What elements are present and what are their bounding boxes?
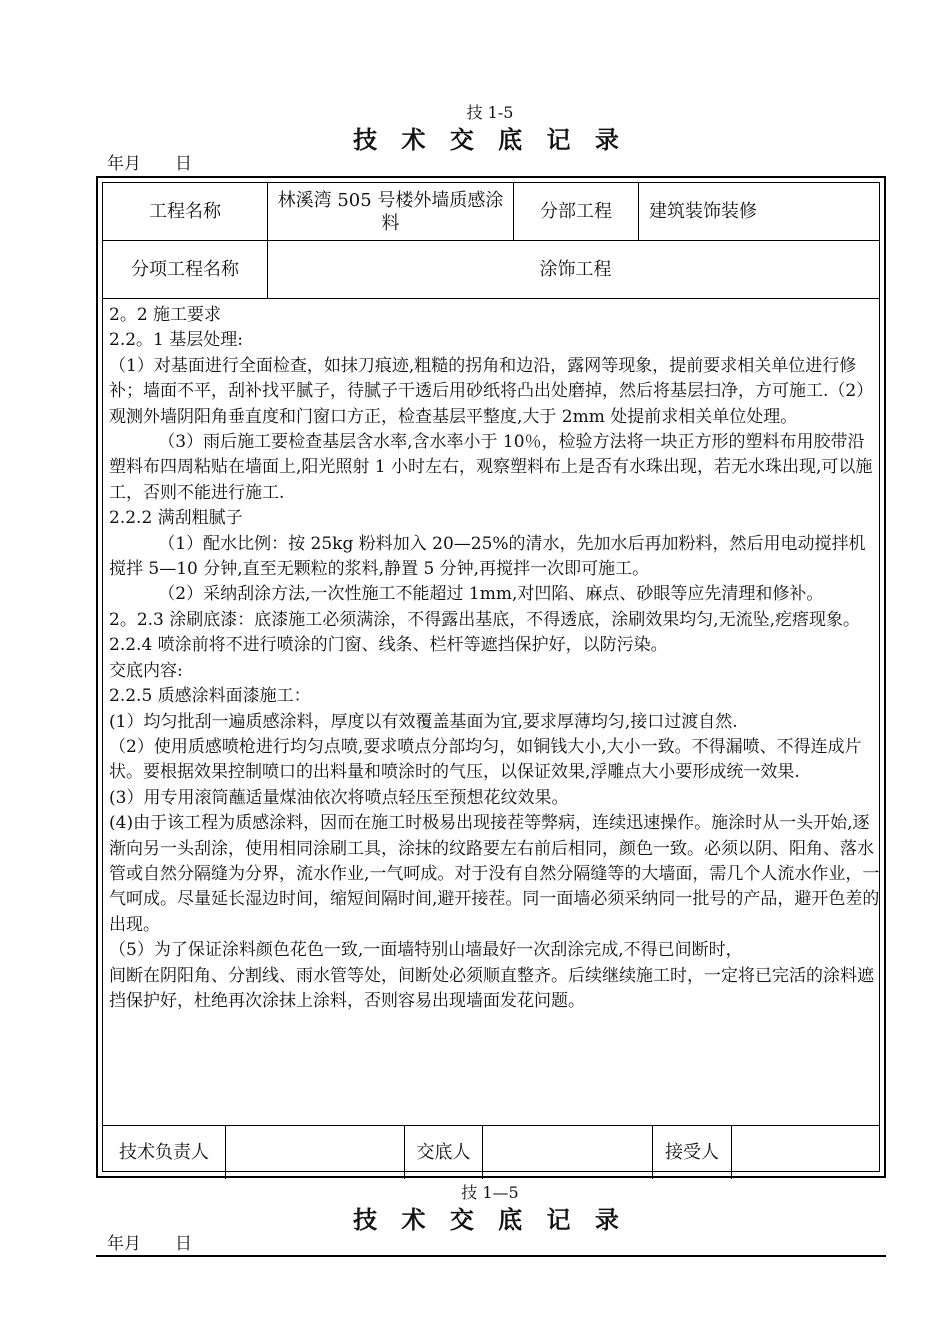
tech-lead-value[interactable] [226,1126,404,1179]
content-paragraph: 2.2.2 满刮粗腻子 [109,508,243,529]
sub-item-value: 涂饰工程 [539,259,612,280]
content-paragraph: （1）对基面进行全面检查，如抹刀痕迹,粗糙的拐角和边沿，露网等现象，提前要求相关单位进行修补；墙面不平，刮补找平腻子，待腻子干透后用砂纸将凸出处磨掉，然后将基层扫净，方可施工.（2）观测外墙阴阳角垂直度和门窗口方正，检查基层平整度,大于 2mm 处提前求相关单位处理。 [109,355,874,427]
content-paragraph: 2.2。1 基层处理: [109,330,243,351]
content-paragraph: （2）采纳刮涂方法,一次性施工不能超过 1mm,对凹陷、麻点、砂眼等应先清理和修补。 [158,584,824,605]
division-value: 建筑装饰装修 [649,201,757,222]
divider [731,1126,732,1179]
content-paragraph: 2。2 施工要求 [109,305,222,325]
form-code: 技 1—5 [461,1183,519,1202]
sub-item-label: 分项工程名称 [131,259,239,280]
divider [103,298,879,299]
content-paragraph: (3）用专用滚筒蘸适量煤油依次将喷点轻压至预想花纹效果。 [109,787,569,808]
content-paragraph: (4)由于该工程为质感涂料，因而在施工时极易出现接茬等弊病，连续迅速操作。施涂时从一头开始,逐渐向另一头刮涂，使用相同涂刷工具，涂抹的纹路要左右前后相同，颜色一致。必须以阴、阳角、落水管或自然分隔缝为分界，流水作业,一气呵成。对于没有自然分隔缝等的大墙面，需几个人流水作业，一气呵成。尽量延长湿边时间，缩短间隔时间,避开接茬。同一面墙必须采纳同一批号的产品，避开色差的出现。 [109,813,880,935]
divider [513,183,514,240]
content-paragraph: （2）使用质感喷枪进行均匀点喷,要求喷点分部均匀，如铜钱大小,大小一致。不得漏喷、不得连成片状。要根据效果控制喷口的出料量和喷涂时的气压，以保证效果,浮雕点大小要形成统一效果. [109,736,862,783]
receiver-value[interactable] [732,1126,883,1179]
content-paragraph: (1）均匀批刮一遍质感涂料，厚度以有效覆盖基面为宜,要求厚薄均匀,接口过渡自然. [109,711,738,732]
project-name-value: 林溪湾 505 号楼外墙质感涂料 [277,189,504,234]
divider [267,241,268,298]
table-top-border [96,1255,886,1257]
date-line: 年月 日 [107,154,192,174]
content-paragraph: （3）雨后施工要检查基层含水率,含水率小于 10％，检验方法将一块正方形的塑料布用胶带沿塑料布四周粘贴在墙面上,阳光照射 1 小时左右，观察塑料布上是否有水珠出现，若无水珠出现,可以施工，否则不能进行施工. [109,432,873,503]
content-paragraph: 间断在阴阳角、分割线、雨水管等处，间断处必须顺直整齐。后续继续施工时，一定将已完活的涂料遮挡保护好，杜绝再次涂抹上涂料，否则容易出现墙面发花问题。 [109,965,874,1011]
project-name-label: 工程名称 [149,201,221,222]
divider [267,183,268,240]
date-line: 年月 日 [107,1234,192,1254]
division-label: 分部工程 [540,201,612,222]
handover-person-label: 交底人 [416,1142,471,1163]
handover-person-value[interactable] [483,1126,652,1179]
divider [225,1126,226,1179]
content-paragraph: （5）为了保证涂料颜色花色一致,一面墙特别山墙最好一次刮涂完成,不得已间断时， [109,940,743,961]
content-paragraph: 2。2.3 涂刷底漆：底漆施工必须满涂，不得露出基底，不得透底，涂刷效果均匀,无流坠,疙瘩现象。 [109,609,861,630]
content-paragraph: 交底内容: [109,660,183,681]
form-code: 技 1-5 [466,103,514,122]
divider [652,1126,653,1179]
divider [482,1126,483,1179]
handover-content [109,303,881,1014]
content-paragraph: 2.2.5 质感涂料面漆施工： [109,686,311,707]
tech-lead-label: 技术负责人 [119,1142,209,1163]
record-table [96,176,886,1178]
divider [404,1126,405,1179]
receiver-label: 接受人 [665,1142,719,1163]
content-paragraph: 2.2.4 喷涂前将不进行喷涂的门窗、线条、栏杆等遮挡保护好，以防污染。 [109,635,668,656]
page-title: 技 术 交 底 记 录 [353,125,627,154]
divider [638,183,639,240]
page-title: 技 术 交 底 记 录 [353,1205,627,1234]
content-paragraph: （1）配水比例：按 25kg 粉料加入 20—25%的清水，先加水后再加粉料，然后用电动搅拌机搅拌 5—10 分钟,直至无颗粒的浆料,静置 5 分钟,再搅拌一次即可施工。 [109,533,866,580]
